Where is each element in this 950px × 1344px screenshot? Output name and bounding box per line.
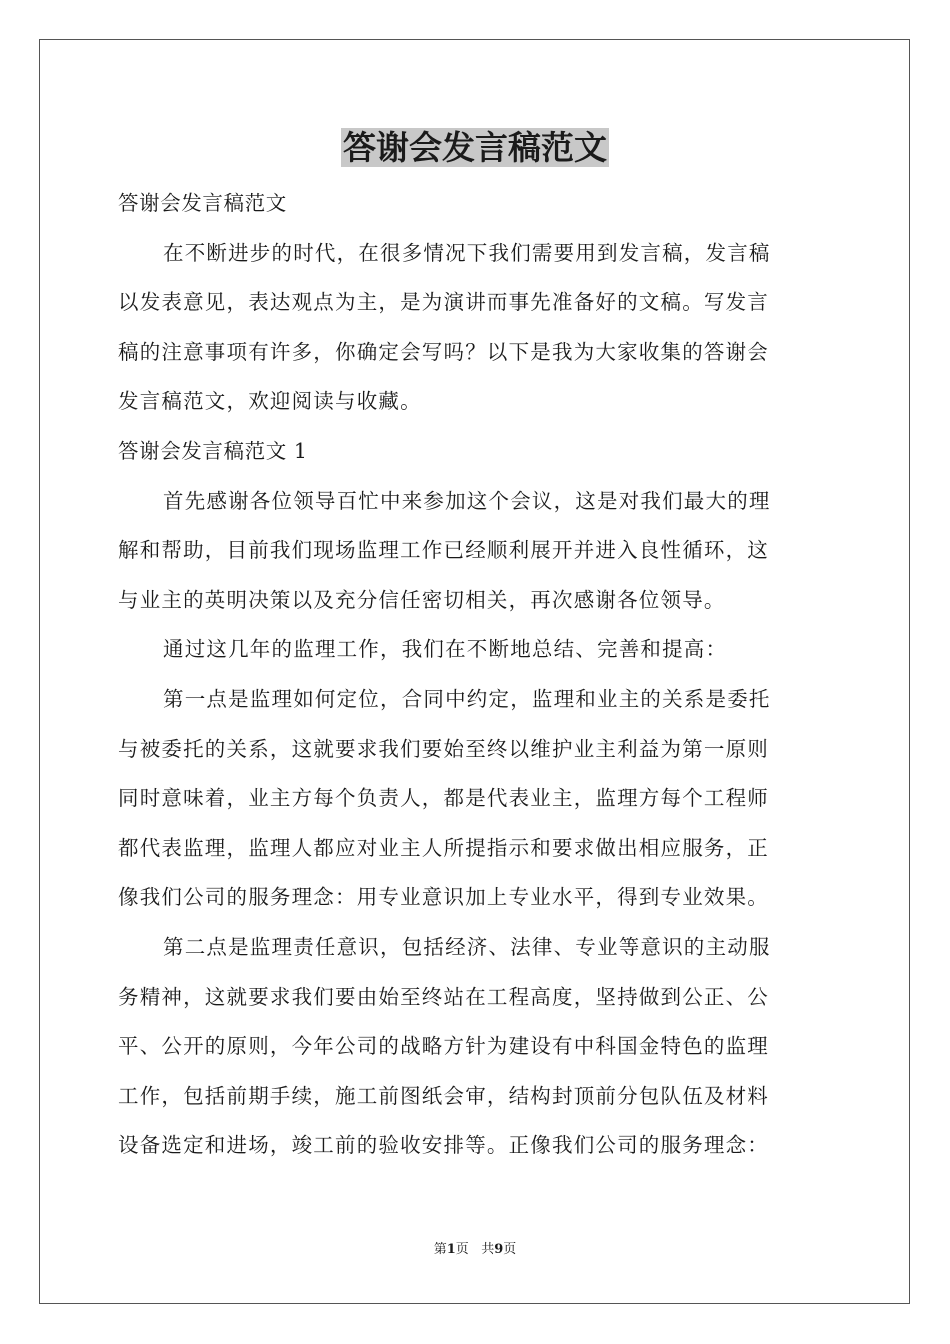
page-number: 1 (446, 1242, 456, 1257)
paragraph-line: 像我们公司的服务理念：用专业意识加上专业水平，得到专业效果。 (118, 885, 769, 910)
page-footer (0, 1241, 950, 1259)
document-subtitle: 答谢会发言稿范文 (118, 191, 287, 215)
paragraph-line: 首先感谢各位领导百忙中来参加这个会议，这是对我们最大的理 (163, 488, 771, 513)
paragraph-line: 稿的注意事项有许多，你确定会写吗？以下是我为大家收集的答谢会 (118, 339, 769, 364)
document-body (118, 179, 834, 1171)
paragraph-line: 在不断进步的时代，在很多情况下我们需要用到发言稿，发言稿 (163, 240, 771, 265)
paragraph-line: 通过这几年的监理工作，我们在不断地总结、完善和提高： (163, 637, 728, 662)
document-title-text: 答谢会发言稿范文 (343, 128, 607, 167)
paragraph-line: 以发表意见，表达观点为主，是为演讲而事先准备好的文稿。写发言 (118, 290, 769, 315)
paragraph-line: 第二点是监理责任意识，包括经济、法律、专业等意识的主动服 (163, 934, 771, 959)
section-heading: 答谢会发言稿范文 1 (118, 438, 308, 463)
page-prefix: 第 (433, 1242, 447, 1257)
paragraph-line: 发言稿范文，欢迎阅读与收藏。 (118, 389, 422, 414)
paragraph-line: 务精神，这就要求我们要由始至终站在工程高度，坚持做到公正、公 (118, 984, 769, 1009)
total-suffix: 页 (503, 1242, 517, 1257)
paragraph-line: 第一点是监理如何定位，合同中约定，监理和业主的关系是委托 (163, 686, 771, 711)
paragraph-line: 同时意味着，业主方每个负责人，都是代表业主，监理方每个工程师 (118, 786, 769, 811)
paragraph-line: 平、公开的原则，今年公司的战略方针为建设有中科国金特色的监理 (118, 1034, 769, 1059)
paragraph-line: 与被委托的关系，这就要求我们要始至终以维护业主利益为第一原则 (118, 736, 769, 761)
paragraph-line: 与业主的英明决策以及充分信任密切相关，再次感谢各位领导。 (118, 587, 726, 612)
paragraph-line: 工作，包括前期手续，施工前图纸会审，结构封顶前分包队伍及材料 (118, 1083, 769, 1108)
paragraph-line: 都代表监理，监理人都应对业主人所提指示和要求做出相应服务，正 (118, 835, 769, 860)
document-title (0, 125, 950, 171)
total-pages: 9 (494, 1242, 504, 1257)
total-prefix: 共 (481, 1242, 495, 1257)
page-suffix: 页 (455, 1242, 469, 1257)
paragraph-line: 解和帮助，目前我们现场监理工作已经顺利展开并进入良性循环，这 (118, 538, 769, 563)
paragraph-line: 设备选定和进场，竣工前的验收安排等。正像我们公司的服务理念： (118, 1133, 769, 1158)
